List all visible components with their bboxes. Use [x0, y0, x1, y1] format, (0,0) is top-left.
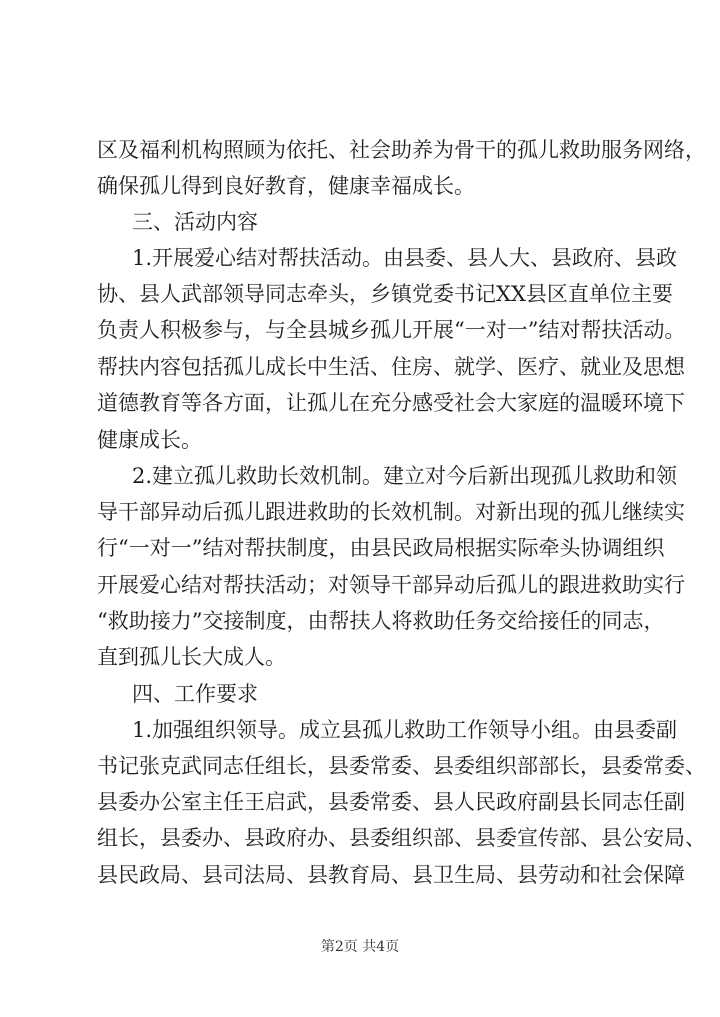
- body-text-line: 县民政局、县司法局、县教育局、县卫生局、县劳动和社会保障: [97, 863, 685, 887]
- body-text-line: 直到孤儿长大成人。: [97, 645, 286, 669]
- body-text-line: 导干部异动后孤儿跟进救助的长效机制。对新出现的孤儿继续实: [97, 500, 685, 524]
- body-text-line: 组长，县委办、县政府办、县委组织部、县委宣传部、县公安局、: [97, 826, 706, 850]
- body-text-line: 书记张克武同志任组长，县委常委、县委组织部部长，县委常委、: [97, 754, 706, 778]
- body-text-line: 开展爱心结对帮扶活动；对领导干部异动后孤儿的跟进救助实行: [97, 573, 685, 597]
- body-text-line: 区及福利机构照顾为依托、社会助养为骨干的孤儿救助服务网络，: [97, 138, 706, 162]
- body-text-line: 负责人积极参与，与全县城乡孤儿开展“一对一”结对帮扶活动。: [97, 318, 686, 342]
- page-footer: 第2页 共4页: [320, 939, 400, 955]
- body-text-line: 协、县人武部领导同志牵头，乡镇党委书记XX县区直单位主要: [97, 282, 673, 306]
- body-text-line: 行“一对一”结对帮扶制度，由县民政局根据实际牵头协调组织: [97, 536, 665, 560]
- body-text-line: 2.建立孤儿救助长效机制。建立对今后新出现孤儿救助和领: [132, 464, 678, 488]
- body-text-line: “救助接力”交接制度，由帮扶人将救助任务交给接任的同志，: [97, 609, 665, 633]
- body-text-line: 健康成长。: [97, 428, 202, 452]
- section-heading: 四、工作要求: [132, 682, 258, 706]
- body-text-line: 1.开展爱心结对帮扶活动。由县委、县人大、县政府、县政: [132, 246, 678, 270]
- section-heading: 三、活动内容: [132, 210, 258, 234]
- body-text-line: 县委办公室主任王启武，县委常委、县人民政府副县长同志任副: [97, 790, 685, 814]
- body-text-line: 帮扶内容包括孤儿成长中生活、住房、就学、医疗、就业及思想: [97, 355, 685, 379]
- body-text-line: 道德教育等各方面，让孤儿在充分感受社会大家庭的温暖环境下: [97, 391, 685, 415]
- body-text-line: 确保孤儿得到良好教育，健康幸福成长。: [97, 174, 475, 198]
- body-text-line: 1.加强组织领导。成立县孤儿救助工作领导小组。由县委副: [132, 718, 678, 742]
